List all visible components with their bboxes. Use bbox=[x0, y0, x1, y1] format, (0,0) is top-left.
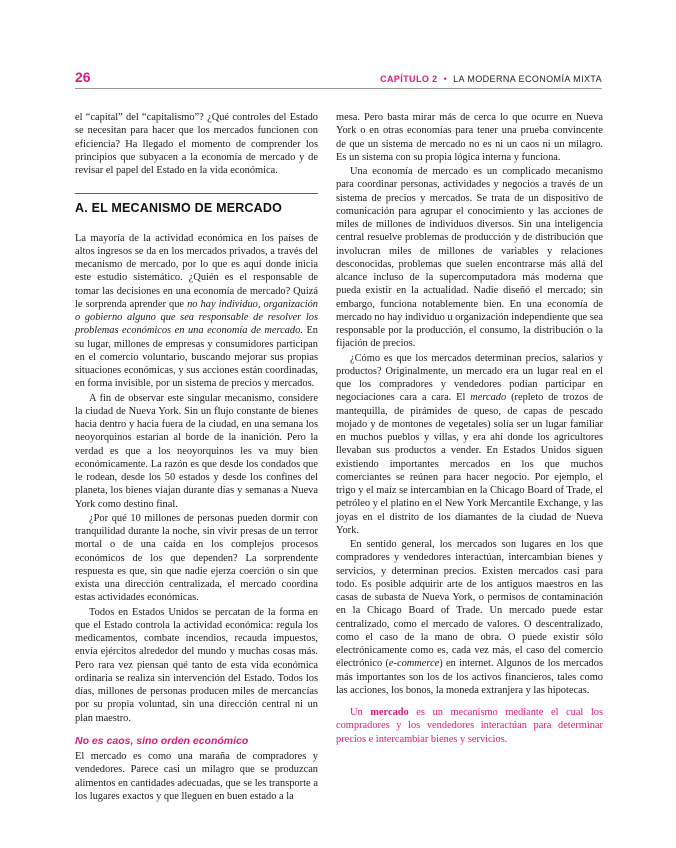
definition-term: mercado bbox=[370, 707, 409, 718]
subsection-heading: No es caos, sino orden económico bbox=[75, 734, 249, 747]
left-paragraph-2: A fin de observar este singular mecanismo, considere la ciudad de Nueva York. Sin un flujo constante de bienes hacia dentro y hacia fuera de la ciudad, en una semana los neoyorquinos estarían al borde de la inanición. Pero la verdad es que a los neoyorquinos les va muy bien económicamente. La razón es que desde los condados que le rodean, desde los 50 estados y desde los confines del planeta, los bienes viajan durante días y semanas a Nueva York como destino final. bbox=[75, 392, 318, 510]
definition-text-b: es un mecanismo mediante el cual los compradores y los vendedores interactúan para determinar precios e intercambiar bienes y servicios. bbox=[336, 707, 603, 745]
left-paragraph-1 bbox=[75, 232, 318, 391]
right-paragraph-1: Una economía de mercado es un complicado mecanismo para coordinar personas, actividades y negocios a través de un sistema de precios y mercados. Se trata de un dispositivo de comunicación para agrupar el conocimiento y las acciones de miles de millones de individuos diversos. Sin una inteligencia central resuelve problemas de producción y de distribución que involucran miles de millones de variables y relaciones desconocidas, problemas que suelen encontrarse más allá del alcance incluso de la supercomputadora más moderna que pueda existir en la actualidad. Nadie diseñó el mercado; sin embargo, funciona notablemente bien. En una economía de mercado no hay individuo u organización independiente que sea responsable por la producción, el consumo, la distribución o la fijación de precios. bbox=[336, 166, 603, 350]
running-head bbox=[380, 74, 602, 84]
left-paragraph-5: El mercado es como una maraña de compradores y vendedores. Parece casi un milagro que se produzcan alimentos en cantidades adecuadas, que se les transporte a los lugares exactos y que lleguen en buen estado a la bbox=[75, 751, 318, 802]
left-column bbox=[75, 111, 318, 803]
right-paragraph-3 bbox=[336, 538, 603, 697]
left-paragraph-3: ¿Por qué 10 millones de personas pueden dormir con tranquilidad durante la noche, sin vivir presas de un terror mortal o de una caída en los complejos procesos económicos de los que dependen? La sorprendente respuesta es que, sin que nadie ejerza coerción o sin que exista una dirección centralizada, el mercado coordina estas actividades económicas. bbox=[75, 512, 318, 604]
header-rule bbox=[75, 88, 602, 89]
right-paragraph-2 bbox=[336, 352, 603, 538]
definition-box bbox=[336, 706, 603, 746]
right-p2-text-b: (repleto de trozos de mantequilla, de pirámides de queso, de capas de pescado mojado y de montones de vegetales) solía ser un lugar familiar en muchos pueblos y villas, y era ahí donde los agricultores llevaban sus productos a vender. En Estados Unidos siguen existiendo importantes mercados en los que muchos comerciantes se reúnen para hacer negocio. Por ejemplo, el trigo y el maíz se intercambian en la Chicago Board of Trade, el petróleo y el platino en el New York Mercantile Exchange, y las joyas en el distrito de los diamantes de la ciudad de Nueva York. bbox=[336, 392, 603, 536]
section-title: A. EL MECANISMO DE MERCADO bbox=[75, 201, 283, 216]
chapter-label: CAPÍTULO 2 bbox=[380, 74, 438, 84]
separator-dot-icon: • bbox=[443, 74, 448, 84]
right-p2-text-a: ¿Cómo es que los mercados determinan precios, salarios y productos? Originalmente, un mercado era un lugar real en el que los compradores y vendedores podían participar en negociaciones cara a cara. El bbox=[336, 352, 603, 404]
left-paragraph-0: el “capital” del “capitalismo”? ¿Qué controles del Estado se necesitan para hacer que los mercados funcionen con eficiencia? Ha llegado el momento de comprender los principios que subyacen a la economía de mercado y de revisar el papel del Estado en la vida económica. bbox=[75, 112, 318, 176]
right-paragraph-0: mesa. Pero basta mirar más de cerca lo que ocurre en Nueva York o en otras economías para tener una prueba convincente de que un sistema de mercado no es ni un caos ni un milagro. Es un sistema con su propia lógica interna y funciona. bbox=[336, 112, 603, 163]
left-p1-text-b: En su lugar, millones de empresas y consumidores participan en el comercio voluntario, buscando mejorar sus propias situaciones económicas, y sus acciones están coordinadas, en forma invisible, por un sistema de precios y mercados. bbox=[75, 325, 318, 390]
right-p3-italic: e-commerce bbox=[388, 658, 440, 670]
left-p1-italic: no hay individuo, organización o gobierno alguno que sea responsable de resolver los problemas económicos en una economía de mercado. bbox=[75, 298, 318, 337]
right-p3-text-b: ) en internet. Algunos de los mercados más importantes son los de los activos financieros, tales como las acciones, los bonos, la moneda extranjera y las hipotecas. bbox=[336, 658, 603, 696]
left-paragraph-4: Todos en Estados Unidos se percatan de la forma en que el Estado controla la actividad económica: regula los medicamentos, combate incendios, recauda impuestos, envía ejércitos alrededor del mundo y muchas cosas más. Pero rara vez piensan qué tanto de esta vida económica ordinaria se realiza sin intervención del Estado. Todos los días, millones de personas producen miles de mercancías por su propia voluntad, sin una dirección central ni un plan maestro. bbox=[75, 606, 318, 724]
section-rule bbox=[75, 193, 318, 194]
page-number: 26 bbox=[75, 69, 91, 85]
definition-text-a: Un bbox=[350, 707, 371, 718]
right-p3-text-a: En sentido general, los mercados son lugares en los que compradores y vendedores interactúan, intercambian bienes y servicios, y determinan precios. Existen mercados casi para todo. Es posible adquirir arte de los antiguos maestros en las casas de subasta de Nueva York, o permisos de contaminación en la Chicago Board of Trade. Un mercado puede estar centralizado, como el mercado de valores. O descentralizado, como el caso de la mano de obra. O puede existir sólo electrónicamente como es, cada vez más, el caso del comercio electrónico ( bbox=[336, 539, 603, 670]
left-p1-text-a: La mayoría de la actividad económica en los países de altos ingresos se da en los mercados privados, a través del mecanismo de mercado, por lo que es aquí donde inicia este estudio sistemático. ¿Quién es el responsable de tomar las decisiones en una economía de mercado? Quizá le sorprenda aprender que bbox=[75, 232, 318, 310]
right-p2-italic: mercado bbox=[470, 392, 507, 404]
chapter-title: LA MODERNA ECONOMÍA MIXTA bbox=[453, 74, 602, 84]
right-column bbox=[336, 111, 603, 746]
